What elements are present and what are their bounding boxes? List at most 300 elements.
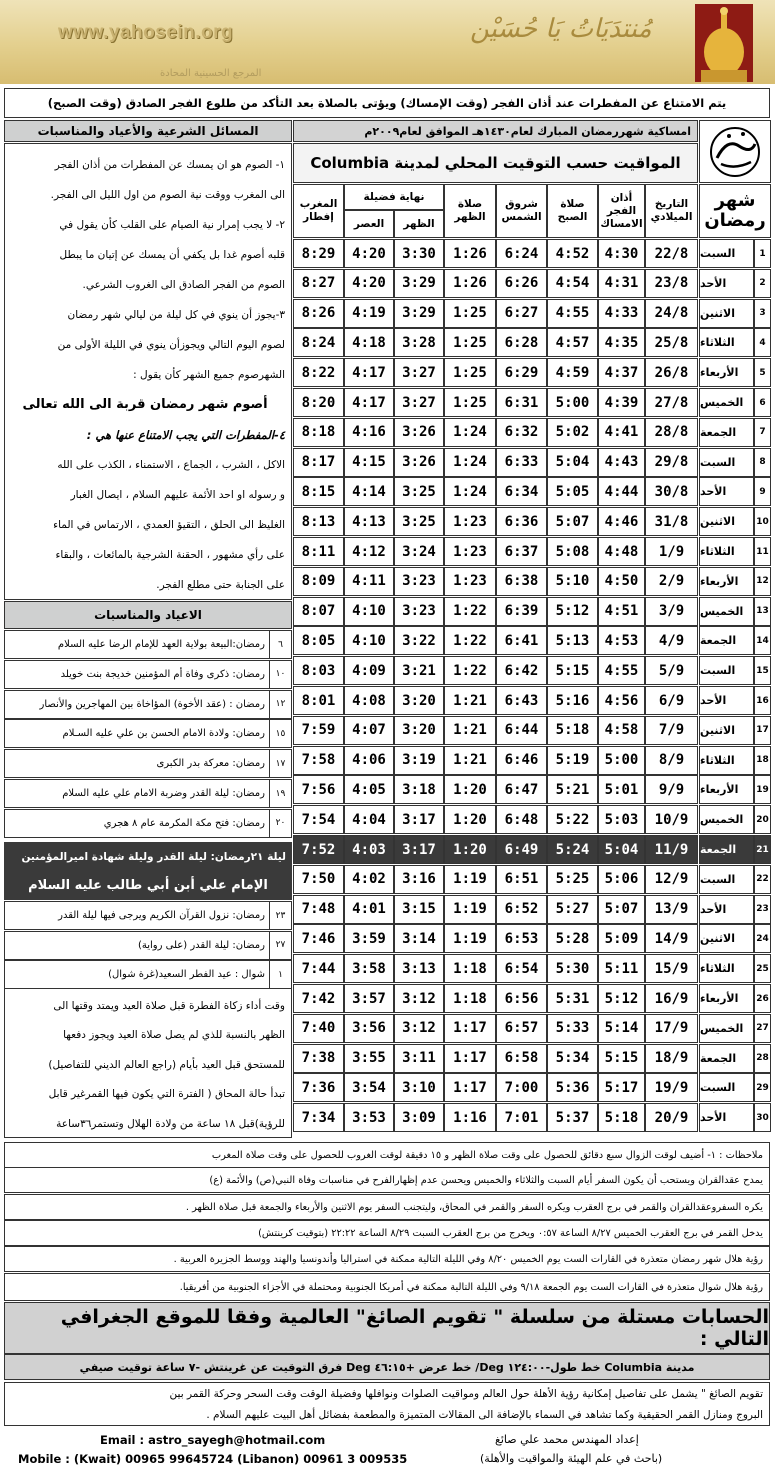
- imsak-cell: 5:14: [598, 1014, 645, 1043]
- fadila-zuhr-cell: 3:22: [394, 626, 444, 655]
- subh-cell: 5:16: [547, 686, 598, 715]
- occasion-item: [4, 630, 292, 659]
- imsak-cell: 5:06: [598, 865, 645, 894]
- zuhr-cell: 1:23: [444, 537, 496, 566]
- zuhr-cell: 1:22: [444, 656, 496, 685]
- date-cell: 13/9: [645, 895, 698, 924]
- fadila-zuhr-cell: 3:27: [394, 388, 444, 417]
- shuruq-cell: 6:27: [496, 299, 547, 328]
- imsak-cell: 4:35: [598, 328, 645, 357]
- imsak-cell: 5:00: [598, 746, 645, 775]
- imsak-cell: 4:55: [598, 656, 645, 685]
- imsak-cell: 4:31: [598, 269, 645, 298]
- fadila-asr-cell: 4:10: [344, 597, 394, 626]
- shuruq-cell: 6:24: [496, 239, 547, 268]
- city-timing-title: المواقيت حسب التوقيت المحلي لمدينة Columbia: [293, 143, 698, 183]
- zuhr-cell: 1:26: [444, 239, 496, 268]
- fadila-zuhr-cell: 3:12: [394, 984, 444, 1013]
- maghrib-cell: 7:54: [293, 805, 344, 834]
- fadila-asr-cell: 4:04: [344, 805, 394, 834]
- maghrib-cell: 7:59: [293, 716, 344, 745]
- date-cell: 30/8: [645, 477, 698, 506]
- maghrib-cell: 7:56: [293, 775, 344, 804]
- maghrib-cell: 7:34: [293, 1103, 344, 1132]
- maghrib-cell: 7:42: [293, 984, 344, 1013]
- imsak-cell: 5:04: [598, 835, 645, 864]
- shuruq-cell: 7:01: [496, 1103, 547, 1132]
- banner-subtitle: المرجع الحسينية المحادة: [160, 68, 262, 79]
- fadila-zuhr-cell: 3:25: [394, 507, 444, 536]
- zuhr-cell: 1:20: [444, 835, 496, 864]
- subh-cell: 5:05: [547, 477, 598, 506]
- subh-cell: 5:30: [547, 954, 598, 983]
- occasion-item: [4, 779, 292, 808]
- imsak-cell: 4:30: [598, 239, 645, 268]
- maghrib-cell: 8:13: [293, 507, 344, 536]
- day-number: 22: [754, 865, 771, 894]
- occasion-text: رمضان: ليلة القدر وضربة الامام علي عليه السلام: [62, 788, 265, 799]
- weekday-cell: الثلاثاء: [699, 746, 754, 775]
- fadila-asr-cell: 4:01: [344, 895, 394, 924]
- fadila-zuhr-cell: 3:23: [394, 567, 444, 596]
- maghrib-cell: 7:46: [293, 924, 344, 953]
- imsak-cell: 5:03: [598, 805, 645, 834]
- shuruq-cell: 6:29: [496, 358, 547, 387]
- shuruq-cell: 6:28: [496, 328, 547, 357]
- occasion-text: رمضان : (عقد الأخوة) المؤاخاة بين المهاجرين والأنصار: [39, 698, 265, 710]
- subh-cell: 5:27: [547, 895, 598, 924]
- weekday-cell: الخميس: [699, 597, 754, 626]
- imsak-cell: 4:58: [598, 716, 645, 745]
- day-number: 9: [754, 477, 771, 506]
- fadila-zuhr-cell: 3:14: [394, 924, 444, 953]
- imsak-cell: 4:53: [598, 626, 645, 655]
- legal-line: لصوم اليوم التالي ويجوزأن ينوي في الليلة الأولى من: [4, 330, 292, 359]
- weekday-cell: الجمعة: [699, 626, 754, 655]
- weekday-cell: السبت: [699, 656, 754, 685]
- fadila-asr-cell: 4:20: [344, 239, 394, 268]
- date-cell: 29/8: [645, 448, 698, 477]
- weekday-cell: الجمعة: [699, 418, 754, 447]
- occasion-day: ٢٣: [269, 902, 291, 929]
- shuruq-cell: 6:46: [496, 746, 547, 775]
- note-line: يكره السفروعقدالقران والقمر في برج العقرب ويكره السفر والقمر في المحاق، وليتجنب السفر يوم الاثنين والأربعاء والجمعة قبل صلاة الظهر .: [4, 1194, 770, 1220]
- subh-cell: 5:37: [547, 1103, 598, 1132]
- subh-cell: 5:04: [547, 448, 598, 477]
- fadila-asr-cell: 4:08: [344, 686, 394, 715]
- forum-logo-text: مُنتدَيَاتُ يَا حُسَيْن: [470, 14, 652, 44]
- occasion-day: ١٠: [269, 661, 291, 688]
- maghrib-cell: 7:48: [293, 895, 344, 924]
- legal-line: الصوم من الفجر الصادق الى الغروب الشرعي.: [4, 270, 292, 299]
- date-cell: 7/9: [645, 716, 698, 745]
- day-number: 12: [754, 567, 771, 596]
- imsak-cell: 4:33: [598, 299, 645, 328]
- subh-cell: 5:24: [547, 835, 598, 864]
- fadila-zuhr-cell: 3:24: [394, 537, 444, 566]
- shuruq-cell: 6:54: [496, 954, 547, 983]
- zuhr-cell: 1:24: [444, 448, 496, 477]
- subh-cell: 4:54: [547, 269, 598, 298]
- shuruq-cell: 6:53: [496, 924, 547, 953]
- day-number: 3: [754, 299, 771, 328]
- subh-cell: 5:28: [547, 924, 598, 953]
- maghrib-cell: 8:29: [293, 239, 344, 268]
- legal-issues-title: المسائل الشرعية والأعياد والمناسبات: [4, 120, 292, 142]
- subh-cell: 5:00: [547, 388, 598, 417]
- zuhr-cell: 1:19: [444, 924, 496, 953]
- subh-cell: 5:08: [547, 537, 598, 566]
- fadila-asr-cell: 3:56: [344, 1014, 394, 1043]
- imsak-cell: 4:46: [598, 507, 645, 536]
- date-cell: 23/8: [645, 269, 698, 298]
- maghrib-cell: 8:07: [293, 597, 344, 626]
- maghrib-cell: 8:05: [293, 626, 344, 655]
- seal-calligraphy-icon: [705, 124, 765, 180]
- day-number: 14: [754, 626, 771, 655]
- imsak-cell: 4:44: [598, 477, 645, 506]
- weekday-cell: الجمعة: [699, 835, 754, 864]
- date-cell: 26/8: [645, 358, 698, 387]
- zuhr-cell: 1:17: [444, 1044, 496, 1073]
- zuhr-cell: 1:17: [444, 1014, 496, 1043]
- day-number: 21: [754, 835, 771, 864]
- day-number: 18: [754, 746, 771, 775]
- col-shuruq: شروق الشمس: [496, 184, 547, 238]
- fadila-zuhr-cell: 3:18: [394, 775, 444, 804]
- shuruq-cell: 6:52: [496, 895, 547, 924]
- shuruq-cell: 6:33: [496, 448, 547, 477]
- weekday-cell: الأربعاء: [699, 984, 754, 1013]
- shuruq-cell: 6:31: [496, 388, 547, 417]
- month-label: شهر رمضان: [699, 184, 771, 238]
- fadila-asr-cell: 4:09: [344, 656, 394, 685]
- occasion-text: رمضان: معركة بدر الكبرى: [156, 758, 265, 770]
- day-number: 7: [754, 418, 771, 447]
- subh-cell: 4:59: [547, 358, 598, 387]
- subh-cell: 5:31: [547, 984, 598, 1013]
- shuruq-cell: 6:48: [496, 805, 547, 834]
- fadila-zuhr-cell: 3:19: [394, 746, 444, 775]
- maghrib-cell: 7:40: [293, 1014, 344, 1043]
- subh-cell: 5:25: [547, 865, 598, 894]
- imsak-cell: 5:09: [598, 924, 645, 953]
- occasion-day: ١٧: [269, 750, 291, 777]
- col-maghrib: المغرب إفطار: [293, 184, 344, 238]
- occasion-text: رمضان: ذكرى وفاة أم المؤمنين خديجة بنت خويلد: [60, 668, 265, 680]
- shuruq-cell: 6:57: [496, 1014, 547, 1043]
- zakat-line: للمستحق قبل العيد بأيام (راجع العالم الديني للتفاصيل): [4, 1050, 292, 1079]
- day-number: 8: [754, 448, 771, 477]
- date-cell: 1/9: [645, 537, 698, 566]
- imsak-cell: 5:12: [598, 984, 645, 1013]
- subh-cell: 5:22: [547, 805, 598, 834]
- fadila-asr-cell: 4:11: [344, 567, 394, 596]
- fadila-zuhr-cell: 3:26: [394, 418, 444, 447]
- day-number: 2: [754, 269, 771, 298]
- date-cell: 10/9: [645, 805, 698, 834]
- col-fadila-zuhr: الظهر: [394, 210, 444, 238]
- legal-line: على الجنابة حتى مطلع الفجر.: [4, 570, 292, 599]
- shuruq-cell: 6:43: [496, 686, 547, 715]
- maghrib-cell: 8:17: [293, 448, 344, 477]
- date-cell: 28/8: [645, 418, 698, 447]
- occasion-item: [4, 809, 292, 838]
- zakat-line: للرؤية)قبل ١٨ ساعة من ولادة الهلال وتستمر٣٦ساعة: [4, 1109, 292, 1138]
- shuruq-cell: 6:41: [496, 626, 547, 655]
- subh-cell: 5:10: [547, 567, 598, 596]
- day-number: 23: [754, 895, 771, 924]
- date-cell: 8/9: [645, 746, 698, 775]
- day-number: 17: [754, 716, 771, 745]
- zuhr-cell: 1:23: [444, 567, 496, 596]
- occasion-item: [4, 690, 292, 719]
- legal-line: الاكل ، الشرب ، الجماع ، الاستمناء ، الكذب على الله: [4, 450, 292, 479]
- shuruq-cell: 6:32: [496, 418, 547, 447]
- shuruq-cell: 6:56: [496, 984, 547, 1013]
- fadila-zuhr-cell: 3:23: [394, 597, 444, 626]
- zuhr-cell: 1:19: [444, 865, 496, 894]
- date-cell: 6/9: [645, 686, 698, 715]
- weekday-cell: السبت: [699, 448, 754, 477]
- date-cell: 15/9: [645, 954, 698, 983]
- fadila-asr-cell: 4:06: [344, 746, 394, 775]
- zuhr-cell: 1:20: [444, 775, 496, 804]
- fadila-zuhr-cell: 3:26: [394, 448, 444, 477]
- subh-cell: 5:19: [547, 746, 598, 775]
- fadila-zuhr-cell: 3:20: [394, 716, 444, 745]
- imsak-note: يتم الامتناع عن المفطرات عند أذان الفجر (وقت الإمساك) ويؤتى بالصلاة بعد التأكد من طلوع الفجر الصادق (وقت الصبح): [4, 88, 770, 118]
- legal-line: الغليظ الى الحلق ، التقيؤ العمدي ، الارتماس في الماء: [4, 510, 292, 539]
- weekday-cell: الثلاثاء: [699, 954, 754, 983]
- note-line: ملاحظات : ١- أضيف لوقت الزوال سبع دقائق للحصول على وقت صلاة الظهر و ١٥ دقيقة لوقت الغروب للحصول على وقت صلاة المغرب: [4, 1142, 770, 1168]
- date-cell: 19/9: [645, 1073, 698, 1102]
- day-number: 11: [754, 537, 771, 566]
- subh-cell: 5:36: [547, 1073, 598, 1102]
- shrine-dome-icon: [695, 4, 753, 82]
- date-cell: 4/9: [645, 626, 698, 655]
- zakat-line: الظهر بالنسبة للذي لم يصل صلاة العيد ويجوز دفعها: [4, 1021, 292, 1050]
- date-cell: 20/9: [645, 1103, 698, 1132]
- date-cell: 17/9: [645, 1014, 698, 1043]
- date-cell: 16/9: [645, 984, 698, 1013]
- author-role: (باحث في علم الهيئة والمواقيت والأهلة): [480, 1452, 663, 1465]
- day-number: 27: [754, 1014, 771, 1043]
- occasion-day: ١٢: [269, 691, 291, 718]
- weekday-cell: الخميس: [699, 388, 754, 417]
- weekday-cell: السبت: [699, 865, 754, 894]
- day-number: 20: [754, 805, 771, 834]
- shuruq-cell: 6:51: [496, 865, 547, 894]
- date-cell: 27/8: [645, 388, 698, 417]
- date-cell: 9/9: [645, 775, 698, 804]
- fadila-asr-cell: 3:54: [344, 1073, 394, 1102]
- maghrib-cell: 8:15: [293, 477, 344, 506]
- shuruq-cell: 6:42: [496, 656, 547, 685]
- weekday-cell: الاثنين: [699, 924, 754, 953]
- contact-mobile: Mobile : (Kwait) 00965 99645724 (Libanon) 00961 3 009535: [18, 1452, 408, 1466]
- fadila-asr-cell: 4:03: [344, 835, 394, 864]
- maghrib-cell: 7:52: [293, 835, 344, 864]
- day-number: 29: [754, 1073, 771, 1102]
- subh-cell: 5:18: [547, 716, 598, 745]
- weekday-cell: الأربعاء: [699, 775, 754, 804]
- date-cell: 24/8: [645, 299, 698, 328]
- occasion-text: رمضان: ليلة القدر (على رواية): [137, 939, 265, 951]
- calendar-desc-1: تقويم الصائغ " يشمل على تفاصيل إمكانية رؤية الأهلة حول العالم ومواقيت الصلوات ونوافلها وفضيلة الوقت وقت السحر وحركة القمر بين: [4, 1382, 770, 1404]
- occasion-text: رمضان:البيعة بولاية العهد للإمام الرضا عليه السلام: [57, 639, 265, 650]
- shuruq-cell: 6:44: [496, 716, 547, 745]
- date-cell: 12/9: [645, 865, 698, 894]
- occasion-day: ٢٧: [269, 932, 291, 959]
- header-banner: [0, 0, 775, 84]
- imsak-cell: 4:41: [598, 418, 645, 447]
- zuhr-cell: 1:21: [444, 686, 496, 715]
- zuhr-cell: 1:25: [444, 299, 496, 328]
- occasion-item: [4, 660, 292, 689]
- legal-line: و رسوله او احد الأئمة عليهم السلام ، ايصال الغبار: [4, 480, 292, 509]
- occasions-title: الاعياد والمناسبات: [4, 601, 292, 629]
- fadila-asr-cell: 4:13: [344, 507, 394, 536]
- fadila-zuhr-cell: 3:13: [394, 954, 444, 983]
- subh-cell: 5:13: [547, 626, 598, 655]
- imsak-cell: 5:01: [598, 775, 645, 804]
- zuhr-cell: 1:18: [444, 984, 496, 1013]
- day-number: 19: [754, 775, 771, 804]
- imam-ali-note: الإمام علي أبن أبي طالب عليه السلام: [4, 871, 292, 900]
- calc-location: مدينة Columbia خط طول-١٢٤:٠٠ Deg/ خط عرض +٤٦:١٥ Deg فرق التوقيت عن غرينتش -٧ ساعة توقيت صيفي: [4, 1354, 770, 1380]
- subh-cell: 4:55: [547, 299, 598, 328]
- maghrib-cell: 8:03: [293, 656, 344, 685]
- zuhr-cell: 1:25: [444, 358, 496, 387]
- maghrib-cell: 8:09: [293, 567, 344, 596]
- weekday-cell: الخميس: [699, 805, 754, 834]
- legal-line: الشهرصوم جميع الشهر كأن يقول :: [4, 360, 292, 389]
- author-name: إعداد المهندس محمد علي صائغ: [495, 1433, 639, 1446]
- calc-title: الحسابات مستلة من سلسلة " تقويم الصائغ" العالمية وفقا للموقع الجغرافي التالي :: [4, 1302, 770, 1354]
- weekday-cell: الثلاثاء: [699, 328, 754, 357]
- fadila-asr-cell: 4:10: [344, 626, 394, 655]
- maghrib-cell: 8:11: [293, 537, 344, 566]
- maghrib-cell: 8:24: [293, 328, 344, 357]
- contact-email[interactable]: Email : astro_sayegh@hotmail.com: [100, 1433, 326, 1447]
- maghrib-cell: 8:26: [293, 299, 344, 328]
- shuruq-cell: 6:39: [496, 597, 547, 626]
- date-cell: 11/9: [645, 835, 698, 864]
- weekday-cell: الأربعاء: [699, 358, 754, 387]
- occasion-text: رمضان: فتح مكة المكرمة عام ٨ هجري: [103, 817, 265, 829]
- imsak-cell: 5:18: [598, 1103, 645, 1132]
- zuhr-cell: 1:16: [444, 1103, 496, 1132]
- sayegh-seal-logo: [699, 120, 771, 183]
- col-imsak: أذان الفجر الامساك: [598, 184, 645, 238]
- weekday-cell: الأحد: [699, 269, 754, 298]
- fadila-asr-cell: 3:53: [344, 1103, 394, 1132]
- shuruq-cell: 6:37: [496, 537, 547, 566]
- fadila-zuhr-cell: 3:12: [394, 1014, 444, 1043]
- legal-line: أصوم شهر رمضان قربة الى الله تعالى: [4, 390, 292, 419]
- col-fadila: نهاية فضيلة: [344, 184, 444, 210]
- fadila-zuhr-cell: 3:21: [394, 656, 444, 685]
- shuruq-cell: 6:26: [496, 269, 547, 298]
- shuruq-cell: 6:47: [496, 775, 547, 804]
- maghrib-cell: 8:22: [293, 358, 344, 387]
- note-line: يدخل القمر في برج العقرب الخميس ٨/٢٧ الساعة ٠:٥٧ ويخرج من برج العقرب السبت ٨/٢٩ الساعة ٢٢:٢٢ (بتوقيت كرينتش): [4, 1220, 770, 1246]
- day-number: 6: [754, 388, 771, 417]
- fadila-asr-cell: 3:58: [344, 954, 394, 983]
- weekday-cell: الأربعاء: [699, 567, 754, 596]
- legal-line: ٤-المفطرات التي يجب الامتناع عنها هي :: [4, 420, 292, 449]
- fadila-zuhr-cell: 3:20: [394, 686, 444, 715]
- zuhr-cell: 1:23: [444, 507, 496, 536]
- maghrib-cell: 7:36: [293, 1073, 344, 1102]
- weekday-cell: الأحد: [699, 686, 754, 715]
- calendar-desc-2: البروج ومنازل القمر الحقيقية وكما تشاهد في السماء بالإضافة الى المقالات المتميزة والمطعمة بفضائل أهل البيت عليهم السلام .: [4, 1404, 770, 1426]
- zakat-line: وقت أداء زكاة الفطرة قبل صلاة العيد ويمتد وقتها الى: [4, 991, 292, 1020]
- fadila-zuhr-cell: 3:10: [394, 1073, 444, 1102]
- fadila-zuhr-cell: 3:09: [394, 1103, 444, 1132]
- zuhr-cell: 1:26: [444, 269, 496, 298]
- occasion-day: ١٥: [269, 720, 291, 747]
- site-url[interactable]: www.yahosein.org: [58, 22, 234, 43]
- shuruq-cell: 6:36: [496, 507, 547, 536]
- fadila-asr-cell: 4:18: [344, 328, 394, 357]
- fadila-zuhr-cell: 3:30: [394, 239, 444, 268]
- imsak-cell: 5:07: [598, 895, 645, 924]
- zuhr-cell: 1:22: [444, 626, 496, 655]
- day-number: 10: [754, 507, 771, 536]
- date-cell: 18/9: [645, 1044, 698, 1073]
- zuhr-cell: 1:24: [444, 477, 496, 506]
- occasion-day: ٢٠: [269, 810, 291, 837]
- subh-cell: 5:15: [547, 656, 598, 685]
- fadila-zuhr-cell: 3:11: [394, 1044, 444, 1073]
- day-number: 25: [754, 954, 771, 983]
- weekday-cell: الأحد: [699, 1103, 754, 1132]
- fadila-zuhr-cell: 3:16: [394, 865, 444, 894]
- imsak-cell: 4:43: [598, 448, 645, 477]
- subh-cell: 5:07: [547, 507, 598, 536]
- fadila-asr-cell: 4:05: [344, 775, 394, 804]
- day-number: 13: [754, 597, 771, 626]
- maghrib-cell: 7:50: [293, 865, 344, 894]
- fadila-zuhr-cell: 3:29: [394, 299, 444, 328]
- maghrib-cell: 8:20: [293, 388, 344, 417]
- date-cell: 2/9: [645, 567, 698, 596]
- fadila-zuhr-cell: 3:29: [394, 269, 444, 298]
- date-cell: 31/8: [645, 507, 698, 536]
- imsak-cell: 4:50: [598, 567, 645, 596]
- weekday-cell: السبت: [699, 239, 754, 268]
- zuhr-cell: 1:17: [444, 1073, 496, 1102]
- note-line: رؤية هلال شهر رمضان متعذرة في القارات الست يوم الخميس ٨/٢٠ وفي الليلة التالية ممكنة في استراليا وأندونسيا والهند ووسط الجزيرة العربية .: [4, 1246, 770, 1272]
- occasion-item: [4, 901, 292, 930]
- fadila-zuhr-cell: 3:27: [394, 358, 444, 387]
- note-line: يمدح عقدالقران ويستحب أن يكون السفر أيام السبت والثلاثاء والخميس ويحسن عدم إظهارالفرح في مناسبات وفاة النبي(ص) والأئمة (ع): [4, 1167, 770, 1193]
- weekday-cell: الخميس: [699, 1014, 754, 1043]
- subh-cell: 5:02: [547, 418, 598, 447]
- imsak-cell: 4:48: [598, 537, 645, 566]
- day-number: 5: [754, 358, 771, 387]
- shuruq-cell: 6:38: [496, 567, 547, 596]
- occasion-day: ٦: [269, 631, 291, 658]
- zuhr-cell: 1:24: [444, 418, 496, 447]
- weekday-cell: الاثنين: [699, 716, 754, 745]
- weekday-cell: الجمعة: [699, 1044, 754, 1073]
- fadila-asr-cell: 4:19: [344, 299, 394, 328]
- legal-line: ٢- لا يجب إمرار نية الصيام على القلب كأن يقول في: [4, 210, 292, 239]
- zuhr-cell: 1:20: [444, 805, 496, 834]
